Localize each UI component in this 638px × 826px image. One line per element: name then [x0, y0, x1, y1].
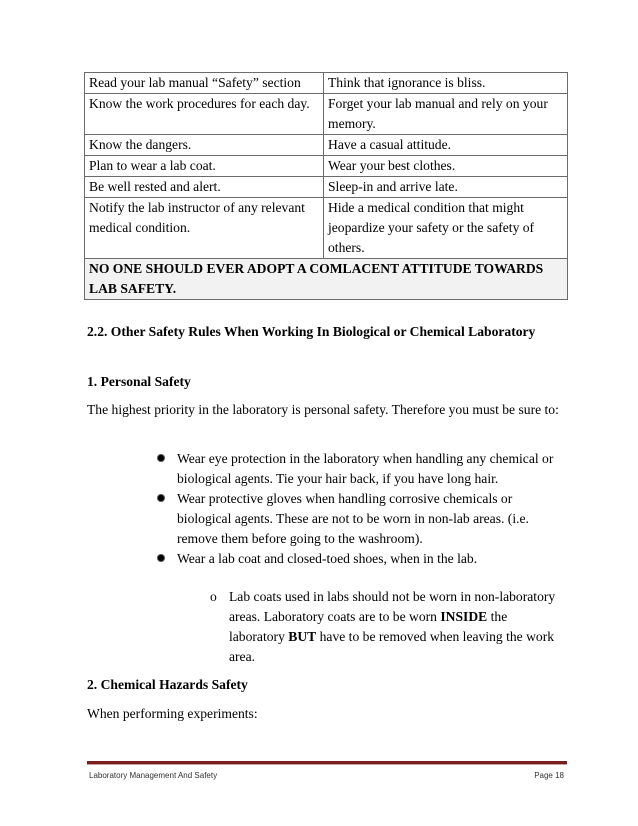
table-cell-dont: Sleep-in and arrive late.	[324, 177, 568, 198]
bullet-icon	[158, 455, 164, 461]
footer-title: Laboratory Management And Safety	[89, 771, 218, 780]
dos-donts-table	[84, 72, 568, 300]
table-cell-do: Plan to wear a lab coat.	[85, 156, 324, 177]
list-item-text: Wear protective gloves when handling corrosive chemicals or biological agents. These are not to be worn in non-lab areas. (i.e. remove them before going to the washroom).	[177, 491, 529, 546]
list-item	[158, 489, 558, 549]
table-cell-dont: Think that ignorance is bliss.	[324, 73, 568, 94]
table-row	[85, 156, 568, 177]
table-cell-do: Know the work procedures for each day.	[85, 94, 324, 135]
table-cell-dont: Forget your lab manual and rely on your memory.	[324, 94, 568, 135]
table-cell-do: Notify the lab instructor of any relevant medical condition.	[85, 198, 324, 259]
table-row	[85, 94, 568, 135]
table-cell-dont: Have a casual attitude.	[324, 135, 568, 156]
footer-divider	[87, 761, 567, 765]
list-item-text: Wear eye protection in the laboratory when handling any chemical or biological agents. Tie your hair back, if you have long hair.	[177, 451, 554, 486]
sub-bullet-emphasis: BUT	[288, 629, 317, 644]
list-item-text: Wear a lab coat and closed-toed shoes, when in the lab.	[177, 551, 478, 566]
subsection-heading-chemical-hazards: 2. Chemical Hazards Safety	[87, 677, 248, 692]
table-cell-dont: Wear your best clothes.	[324, 156, 568, 177]
list-item	[158, 549, 558, 569]
sub-bullet-marker: o	[210, 589, 217, 604]
sub-bullet-text	[229, 587, 566, 667]
table-cell-do: Be well rested and alert.	[85, 177, 324, 198]
bullet-icon	[158, 555, 164, 561]
table-row	[85, 135, 568, 156]
bullet-icon	[158, 495, 164, 501]
bullet-list	[158, 449, 558, 569]
subsection-heading-personal-safety: 1. Personal Safety	[87, 374, 191, 389]
sub-bullet-text-part: the laboratory	[229, 609, 508, 644]
page-number: Page 18	[534, 771, 564, 780]
table-row	[85, 198, 568, 259]
sub-bullet-emphasis: INSIDE	[440, 609, 488, 624]
chemical-intro: When performing experiments:	[87, 706, 258, 721]
sub-bullet-text-part: have to be removed when leaving the work area.	[229, 629, 555, 664]
sub-bullet	[210, 587, 566, 667]
section-heading: 2.2. Other Safety Rules When Working In Biological or Chemical Laboratory	[87, 324, 536, 339]
list-item	[158, 449, 558, 489]
table-row	[85, 177, 568, 198]
intro-paragraph: The highest priority in the laboratory is personal safety. Therefore you must be sure to:	[87, 402, 559, 417]
table-cell-do: Read your lab manual “Safety” section	[85, 73, 324, 94]
table-cell-do: Know the dangers.	[85, 135, 324, 156]
table-cell-dont: Hide a medical condition that might jeopardize your safety or the safety of others.	[324, 198, 568, 259]
warning-text: NO ONE SHOULD EVER ADOPT A COMLACENT ATTITUDE TOWARDS LAB SAFETY.	[85, 259, 568, 300]
table-row-warning	[85, 259, 568, 300]
sub-bullet-text-part: Lab coats used in labs should not be worn in non-laboratory areas. Laboratory coats are to be worn	[229, 589, 556, 624]
table-row	[85, 73, 568, 94]
